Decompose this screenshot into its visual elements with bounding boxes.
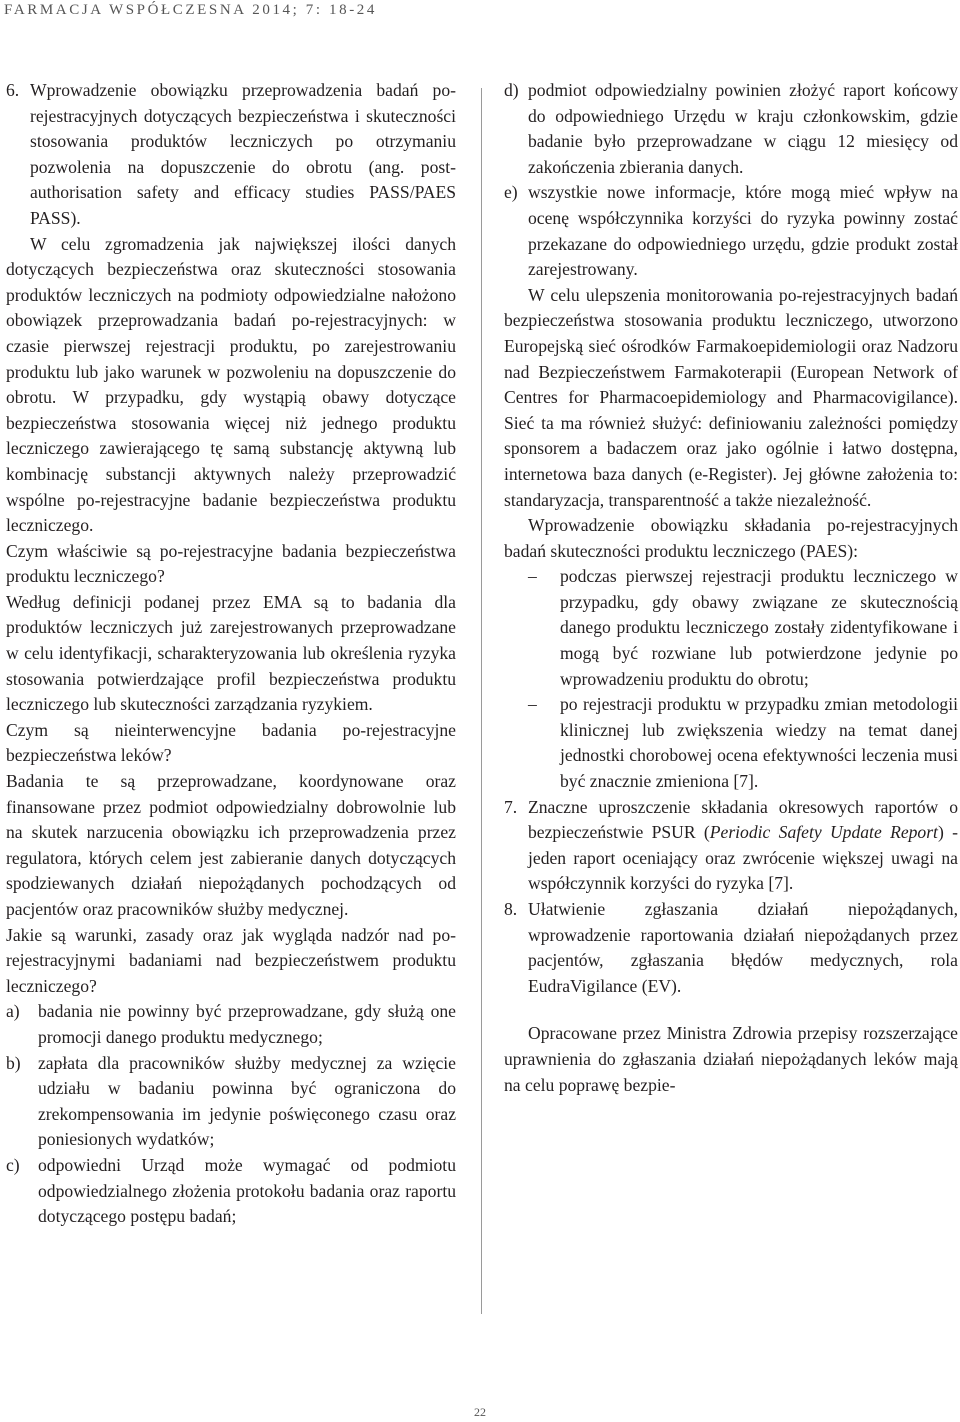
dash-list-item <box>504 564 958 692</box>
dash-list-text: po rejestracji produktu w przypadku zmian metodologii klinicznej lub zwiększenia wiedzy na temat danej jednostki chorobowej ocena efektywności leczenia musi być znacznie zmieniona [7]. <box>560 694 958 792</box>
list-item-text: zapłata dla pracowników służby medycznej za wzięcie udziału w badaniu powinna być ograniczona do zrekompensowania im jedynie poświęconego czasu oraz poniesionych wydatków; <box>38 1052 456 1150</box>
question-heading: Czym właściwie są po-rejestracyjne badania bezpieczeństwa produktu leczniczego? <box>6 540 456 587</box>
dash-marker: – <box>528 694 537 715</box>
right-column <box>504 78 958 1098</box>
list-item-text: odpowiedni Urząd może wymagać od podmiotu odpowiedzialnego złożenia protokołu badania oraz raportu dotyczącego postępu badań; <box>38 1154 456 1227</box>
item-6-text: Wprowadzenie obowiązku przeprowadzenia badań po-rejestracyjnych dotyczących bezpieczeństwa i skuteczności stosowania produktów leczniczych po otrzymaniu pozwolenia na dopuszczenie do obrotu (ang. post-authorisation safety and efficacy studies PASS/PAES PASS). <box>30 80 456 228</box>
item-7-text-end: ) - jeden raport oceniający oraz zwrócenie większej uwagi na współczynnik korzyści do ryzyka [7]. <box>528 822 958 894</box>
list-item-text: podmiot odpowiedzialny powinien złożyć raport końcowy do odpowiedniego Urzędu w kraju członkowskim, gdzie badanie było przeprowadzane w ciągu 12 miesięcy od zakończenia zbierania danych. <box>528 80 958 177</box>
paragraph: W celu ulepszenia monitorowania po-rejestracyjnych badań bezpieczeństwa stosowania produktu leczniczego, utworzono Europejską sieć ośrodków Farmakoepidemiologii oraz Nadzoru nad Bezpieczeństwem Farmakoterapii (European Network of Centres for Pharmacoepidemiology and Pharmacovigilance). Sieć ta ma również służyć: definiowaniu zależności pomiędzy sponsorem a badaczem oraz jako ogólnie i łatwo dostępna, internetowa baza danych (e-Register). Jej główne założenia to: standaryzacja, transparentność a także niezależność. <box>504 284 958 510</box>
item-7-number: 7. <box>504 796 518 817</box>
list-item <box>6 999 456 1050</box>
list-item-label: e) <box>504 182 518 203</box>
paragraph: Wprowadzenie obowiązku składania po-rejestracyjnych badań skuteczności produktu leczniczego (PAES): <box>504 515 958 561</box>
item-6-number: 6. <box>6 80 20 100</box>
item-8 <box>504 897 958 999</box>
list-item-label: d) <box>504 80 519 100</box>
left-column <box>6 78 456 1230</box>
dash-list-text: podczas pierwszej rejestracji produktu leczniczego w przypadku, gdy obawy związane ze skutecznością danego produktu leczniczego zostały zidentyfikowane i mogą być rozwiane lub potwierdzone jedynie po wprowadzeniu produktu do obrotu; <box>560 566 958 689</box>
page-number: 22 <box>474 1405 486 1419</box>
item-8-number: 8. <box>504 899 518 919</box>
dash-marker: – <box>528 566 537 587</box>
list-item <box>504 180 958 282</box>
list-item-label: b) <box>6 1052 21 1073</box>
list-item-text: wszystkie nowe informacje, które mogą mieć wpływ na ocenę współczynnika korzyści do ryzyka powinny zostać przekazane do odpowiedniego urzędu, gdzie produkt został zarejestrowany. <box>528 182 958 280</box>
list-item <box>504 78 958 180</box>
running-head: FARMACJA WSPÓŁCZESNA 2014; 7: 18-24 <box>4 2 377 18</box>
dash-list-item <box>504 692 958 794</box>
list-item-text: badania nie powinny być przeprowadzane, gdy służą one promocji danego produktu medycznego; <box>38 1001 456 1047</box>
paragraph: W celu zgromadzenia jak największej ilości danych dotyczących bezpieczeństwa oraz skuteczności stosowania produktów leczniczych na podmioty odpowiedzialne nałożono obowiązek przeprowadzania badań po-rejestracyjnych: w czasie pierwszej rejestracji produktu, po zarejestrowaniu produktu lub jako warunek w pozwoleniu na dopuszczenie do obrotu. W przypadku, gdy wystąpią obawy dotyczące bezpieczeństwa stosowania więcej niż jednego produktu leczniczego zawierającego tę samą substancję aktywną lub kombinację substancji aktywnych należy przeprowadzić wspólne po-rejestracyjne badanie bezpieczeństwa produktu leczniczego. <box>6 233 456 536</box>
item-7-italic-term: Periodic Safety Update Report <box>709 822 938 843</box>
answer-paragraph: Badania te są przeprowadzane, koordynowane oraz finansowane przez podmiot odpowiedzialny dobrowolnie lub na skutek narzucenia obowiązku ich przeprowadzenia przez regulatora, których celem jest zabieranie danych dotyczących spodziewanych działań niepożądanych pochodzących od pacjentów oraz pracowników służby medycznej. <box>6 771 456 919</box>
question-heading: Czym są nieinterwencyjne badania po-rejestracyjne bezpieczeństwa leków? <box>6 719 456 766</box>
item-6 <box>6 78 456 232</box>
answer-paragraph: Według definicji podanej przez EMA są to badania dla produktów leczniczych już zarejestrowanych przeprowadzane w celu identyfikacji, scharakteryzowania lub określenia ryzyka stosowania potwierdzające profil bezpieczeństwa produktu leczniczego lub skuteczności zarządzania ryzykiem. <box>6 591 456 715</box>
list-item-label: c) <box>6 1154 20 1175</box>
list-item-label: a) <box>6 1001 20 1022</box>
item-7 <box>504 795 958 897</box>
item-8-text: Ułatwienie zgłaszania działań niepożądanych, wprowadzenie raportowania działań niepożądanych przez pacjentów, zgłaszania błędów medycznych, rola EudraVigilance (EV). <box>528 899 958 996</box>
column-divider <box>481 88 482 1314</box>
item-7-text: Znaczne uproszczenie składania okresowych raportów o bezpieczeństwie PSUR ( <box>528 796 958 843</box>
list-item <box>6 1153 456 1230</box>
question-heading: Jakie są warunki, zasady oraz jak wygląda nadzór nad po-rejestracyjnymi badaniami nad bezpieczeństwem produktu leczniczego? <box>6 924 456 996</box>
closing-paragraph: Opracowane przez Ministra Zdrowia przepisy rozszerzające uprawnienia do zgłaszania działań niepożądanych leków mają na celu poprawę bezpie- <box>504 1023 958 1095</box>
list-item <box>6 1051 456 1153</box>
